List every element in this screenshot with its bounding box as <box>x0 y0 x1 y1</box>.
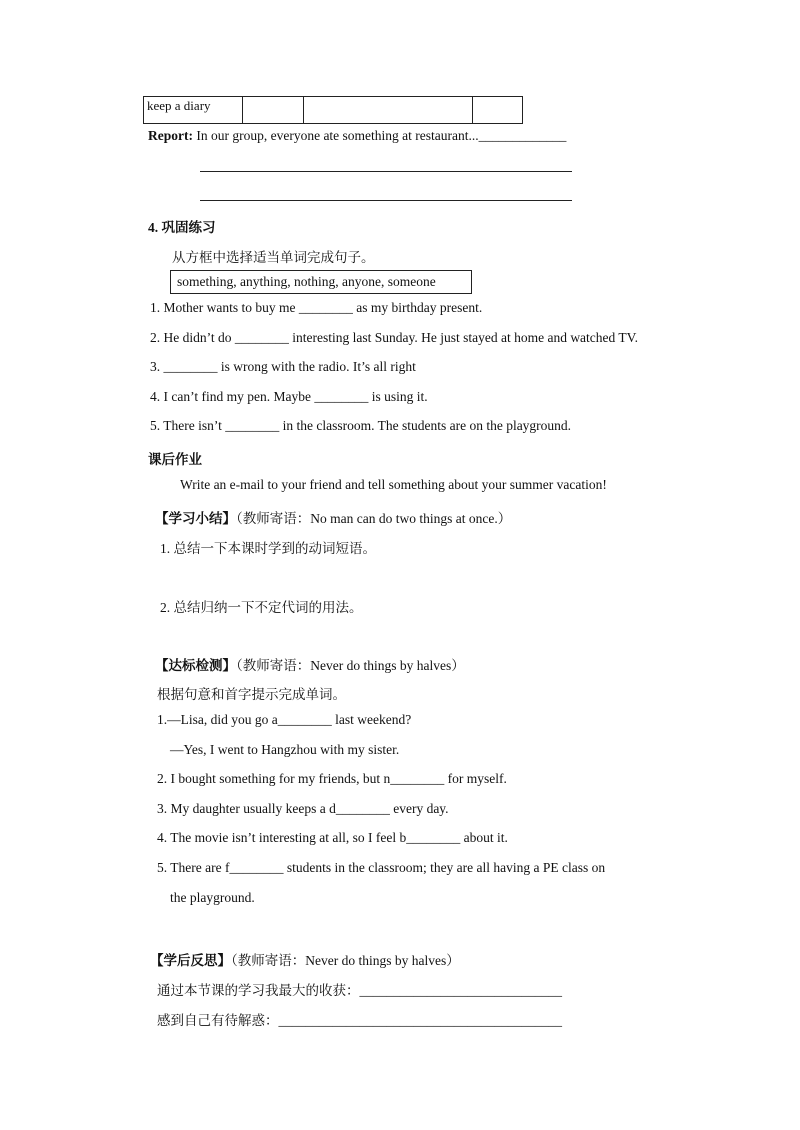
test-line: 4. The movie isn’t interesting at all, so I feel b________ about it. <box>157 830 508 845</box>
table-cell <box>304 97 473 124</box>
reflection-heading <box>150 949 460 969</box>
word-box <box>170 270 472 294</box>
homework-title: 课后作业 <box>148 452 202 467</box>
table-cell: keep a diary <box>144 97 243 124</box>
exercise-sentence: 2. He didn’t do ________ interesting last Sunday. He just stayed at home and watched TV. <box>150 330 639 345</box>
instruction: 从方框中选择适当单词完成句子。 <box>172 250 375 265</box>
exercise-sentence: 5. There isn’t ________ in the classroom. The students are on the playground. <box>150 418 572 433</box>
test-line: —Yes, I went to Hangzhou with my sister. <box>170 742 400 757</box>
test-heading <box>155 654 465 674</box>
test-line: 2. I bought something for my friends, but n________ for myself. <box>157 771 507 786</box>
table-cell <box>243 97 304 124</box>
answer-line <box>200 171 572 172</box>
reflection-motto: （教师寄语：Never do things by halves） <box>231 953 460 968</box>
summary-item: 2. 总结归纳一下不定代词的用法。 <box>160 600 363 615</box>
section-title: 4. 巩固练习 <box>148 220 216 235</box>
exercise-sentence: 3. ________ is wrong with the radio. It’s all right <box>150 359 416 374</box>
summary-item: 1. 总结一下本课时学到的动词短语。 <box>160 541 376 556</box>
test-instruction: 根据句意和首字提示完成单词。 <box>157 687 346 702</box>
exercise-sentence: 1. Mother wants to buy me ________ as my birthday present. <box>150 300 483 315</box>
test-line: the playground. <box>170 890 255 905</box>
reflection-title: 【学后反思】 <box>150 953 231 968</box>
test-line: 1.—Lisa, did you go a________ last weekend? <box>157 712 412 727</box>
exercise-sentence: 4. I can’t find my pen. Maybe ________ is using it. <box>150 389 428 404</box>
report-text: In our group, everyone ate something at restaurant..._____________ <box>192 128 567 143</box>
test-line: 5. There are f________ students in the classroom; they are all having a PE class on <box>157 860 606 875</box>
activity-table <box>143 96 523 124</box>
report-label: Report: <box>148 128 193 143</box>
test-title: 【达标检测】 <box>155 658 236 673</box>
summary-motto: （教师寄语：No man can do two things at once.） <box>236 511 512 526</box>
test-line: 3. My daughter usually keeps a d________ every day. <box>157 801 449 816</box>
table-cell <box>473 97 523 124</box>
reflection-line: 感到自己有待解惑：__________________________________________ <box>157 1013 562 1028</box>
test-motto: （教师寄语：Never do things by halves） <box>236 658 465 673</box>
reflection-line: 通过本节课的学习我最大的收获：______________________________ <box>157 983 562 998</box>
table-row <box>144 97 523 124</box>
report-line <box>148 128 566 144</box>
word-box-text: something, anything, nothing, anyone, someone <box>177 274 436 289</box>
answer-line <box>200 200 572 201</box>
summary-heading <box>155 507 511 527</box>
homework-text: Write an e-mail to your friend and tell something about your summer vacation! <box>180 477 607 492</box>
summary-title: 【学习小结】 <box>155 511 236 526</box>
